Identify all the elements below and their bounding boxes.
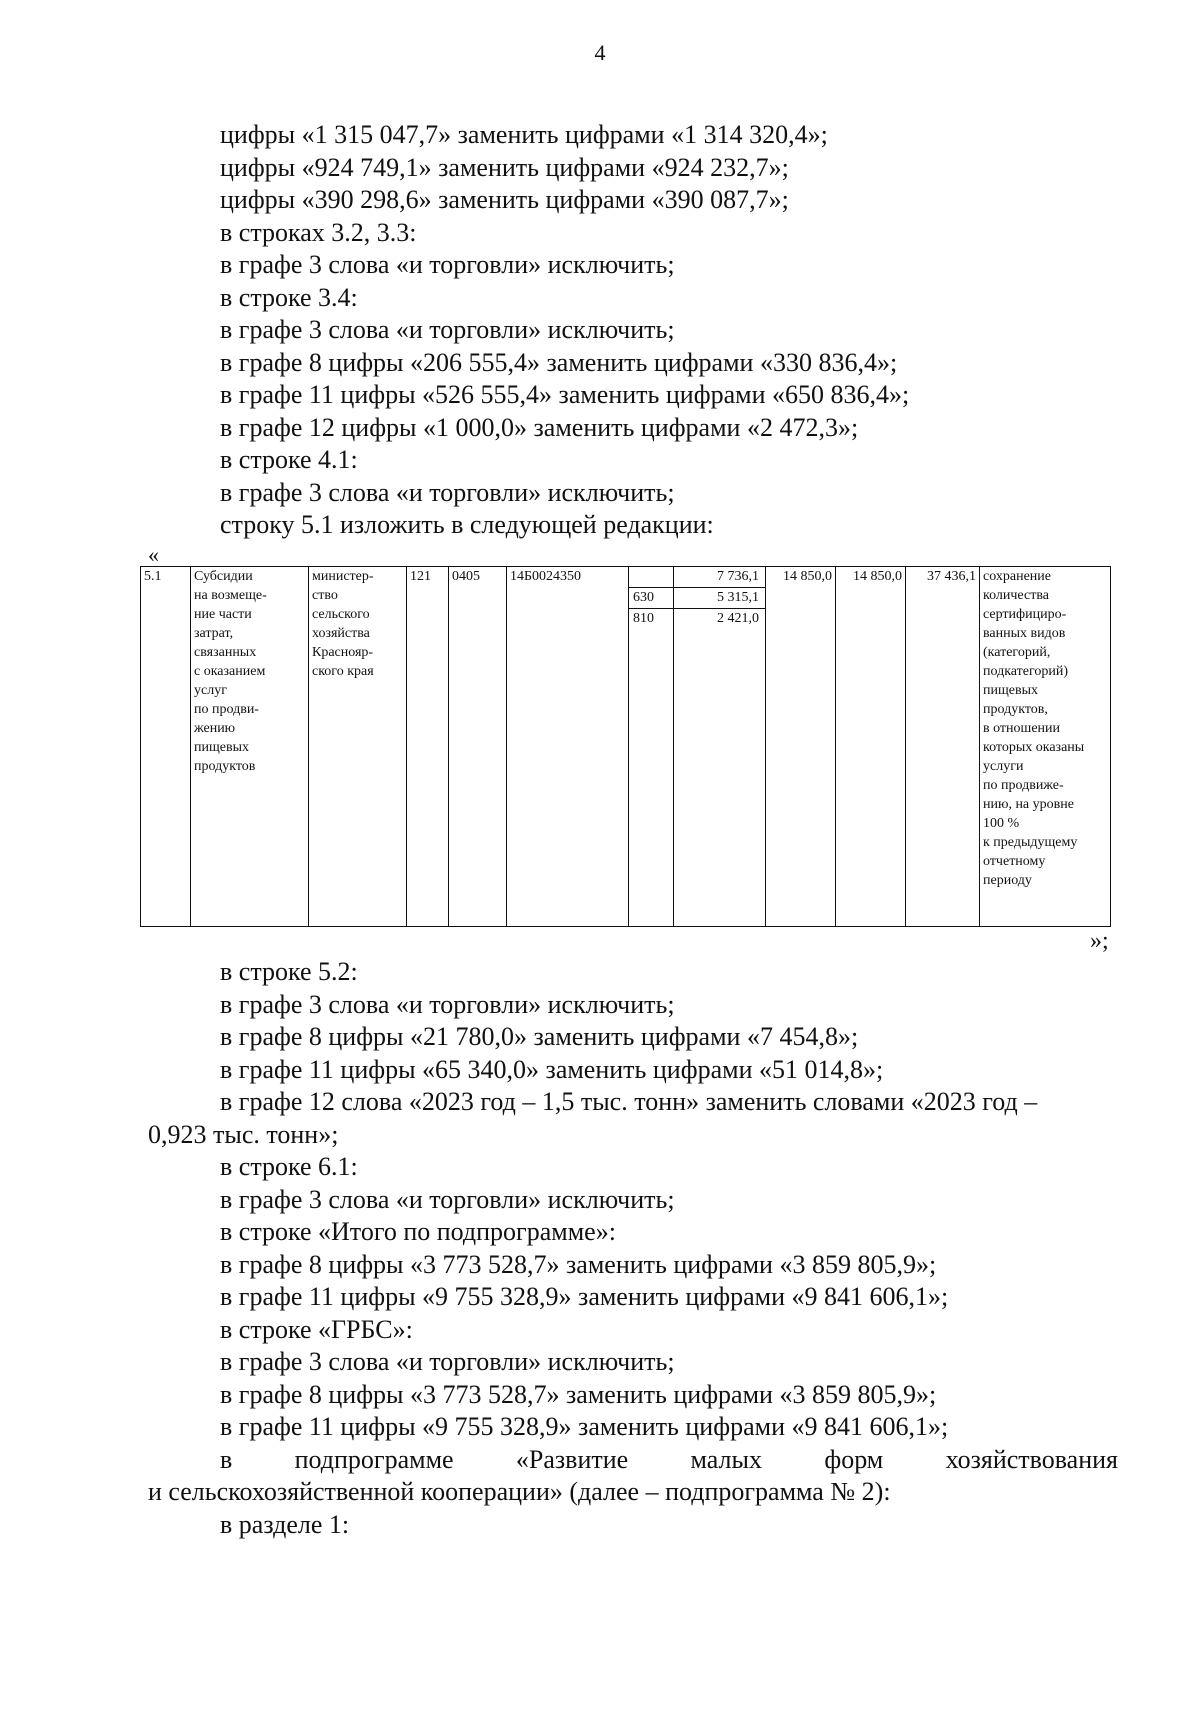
text-line: в графе 8 цифры «206 555,4» заменить цифрами «330 836,4»; [220,347,898,377]
text-line: в графе 11 цифры «65 340,0» заменить цифрами «51 014,8»; [220,1054,884,1084]
table-row [141,567,1111,927]
measure-name-cell: Субсидии на возмеще- ние части затрат, связанных с оказанием услуг по продви- жению пищевых продуктов [191,567,309,927]
justified-word: форм [824,1444,884,1474]
vr-value: 630 [629,588,673,609]
row-5-1-table [140,566,1111,927]
justified-word: малых [690,1444,763,1474]
grbs-cell: министер- ство сельского хозяйства Краснояр- ского края [309,567,407,927]
text-line: в графе 11 цифры «9 755 328,9» заменить цифрами «9 841 606,1»; [220,1282,949,1311]
year-1-value: 5 315,1 [674,588,765,609]
closing-quote: »; [1090,928,1109,954]
year-3-cell: 14 850,0 [836,567,906,927]
rzpr-cell: 0405 [449,567,507,927]
row-number-cell: 5.1 [141,567,191,927]
text-line: в разделе 1: [220,1509,350,1539]
year-1-value: 7 736,1 [674,567,765,588]
text-line: в строке 3.4: [220,282,358,312]
text-line: цифры «390 298,6» заменить цифрами «390 087,7»; [220,185,789,214]
text-line: в графе 3 слова «и торговли» исключить; [220,1184,675,1214]
vr-value: 810 [633,611,654,626]
text-line: 0,923 тыс. тонн»; [148,1119,339,1149]
text-line: цифры «924 749,1» заменить цифрами «924 232,7»; [220,152,789,182]
text-line: в строке 6.1: [220,1152,358,1181]
text-line: в графе 11 цифры «526 555,4» заменить цифрами «650 836,4»; [220,380,910,409]
opening-quote: « [148,542,159,567]
text-line: в графе 8 цифры «3 773 528,7» заменить цифрами «3 859 805,9»; [220,1379,937,1409]
grbs-code-cell: 121 [407,567,449,927]
result-cell: сохранение количества сертифициро- ванных видов (категорий, подкатегорий) пищевых продуктов, в отношении которых оказаны услуги по продвиже- нию, на уровне 100 % к предыдущему отчетному периоду [980,567,1111,927]
text-line: в графе 3 слова «и торговли» исключить; [220,1347,675,1376]
text-line: в графе 11 цифры «9 755 328,9» заменить цифрами «9 841 606,1»; [220,1412,949,1441]
text-line: в графе 8 цифры «21 780,0» заменить цифрами «7 454,8»; [220,1022,859,1051]
page-number: 4 [594,40,606,65]
text-line: и сельскохозяйственной кооперации» (далее – подпрограмма № 2): [148,1477,891,1506]
text-line: строку 5.1 изложить в следующей редакции: [220,510,714,539]
text-line: в графе 3 слова «и торговли» исключить; [220,477,675,507]
text-line: в графе 8 цифры «3 773 528,7» заменить цифрами «3 859 805,9»; [220,1249,937,1279]
vr-cell [629,567,674,927]
year-2-cell: 14 850,0 [766,567,836,927]
amendment-text-bottom [148,956,1118,1541]
justified-word: хозяйствования [945,1444,1118,1474]
year-1-value: 2 421,0 [717,611,759,626]
vr-value [629,567,673,588]
csr-cell: 14Б0024350 [507,567,629,927]
justified-word: в [220,1444,233,1474]
justified-word: «Развитие [515,1444,629,1474]
text-line: в строке 4.1: [220,445,358,474]
text-line: в строках 3.2, 3.3: [220,217,417,247]
text-line: в графе 3 слова «и торговли» исключить; [220,315,675,344]
text-line: в графе 12 цифры «1 000,0» заменить цифрами «2 472,3»; [220,412,859,442]
justified-line [148,1444,1118,1477]
year-1-cell [674,567,766,927]
text-line: в строке 5.2: [220,957,358,986]
text-line: в графе 3 слова «и торговли» исключить; [220,250,675,279]
justified-word: подпрограмме [294,1444,454,1474]
text-line: в строке «ГРБС»: [220,1314,413,1344]
text-line: цифры «1 315 047,7» заменить цифрами «1 314 320,4»; [220,120,828,149]
text-line: в графе 12 слова «2023 год – 1,5 тыс. тонн» заменить словами «2023 год – [220,1087,1038,1116]
total-cell: 37 436,1 [906,567,980,927]
text-line: в графе 3 слова «и торговли» исключить; [220,989,675,1019]
amendment-text-top [148,119,1118,542]
text-line: в строке «Итого по подпрограмме»: [220,1217,616,1246]
